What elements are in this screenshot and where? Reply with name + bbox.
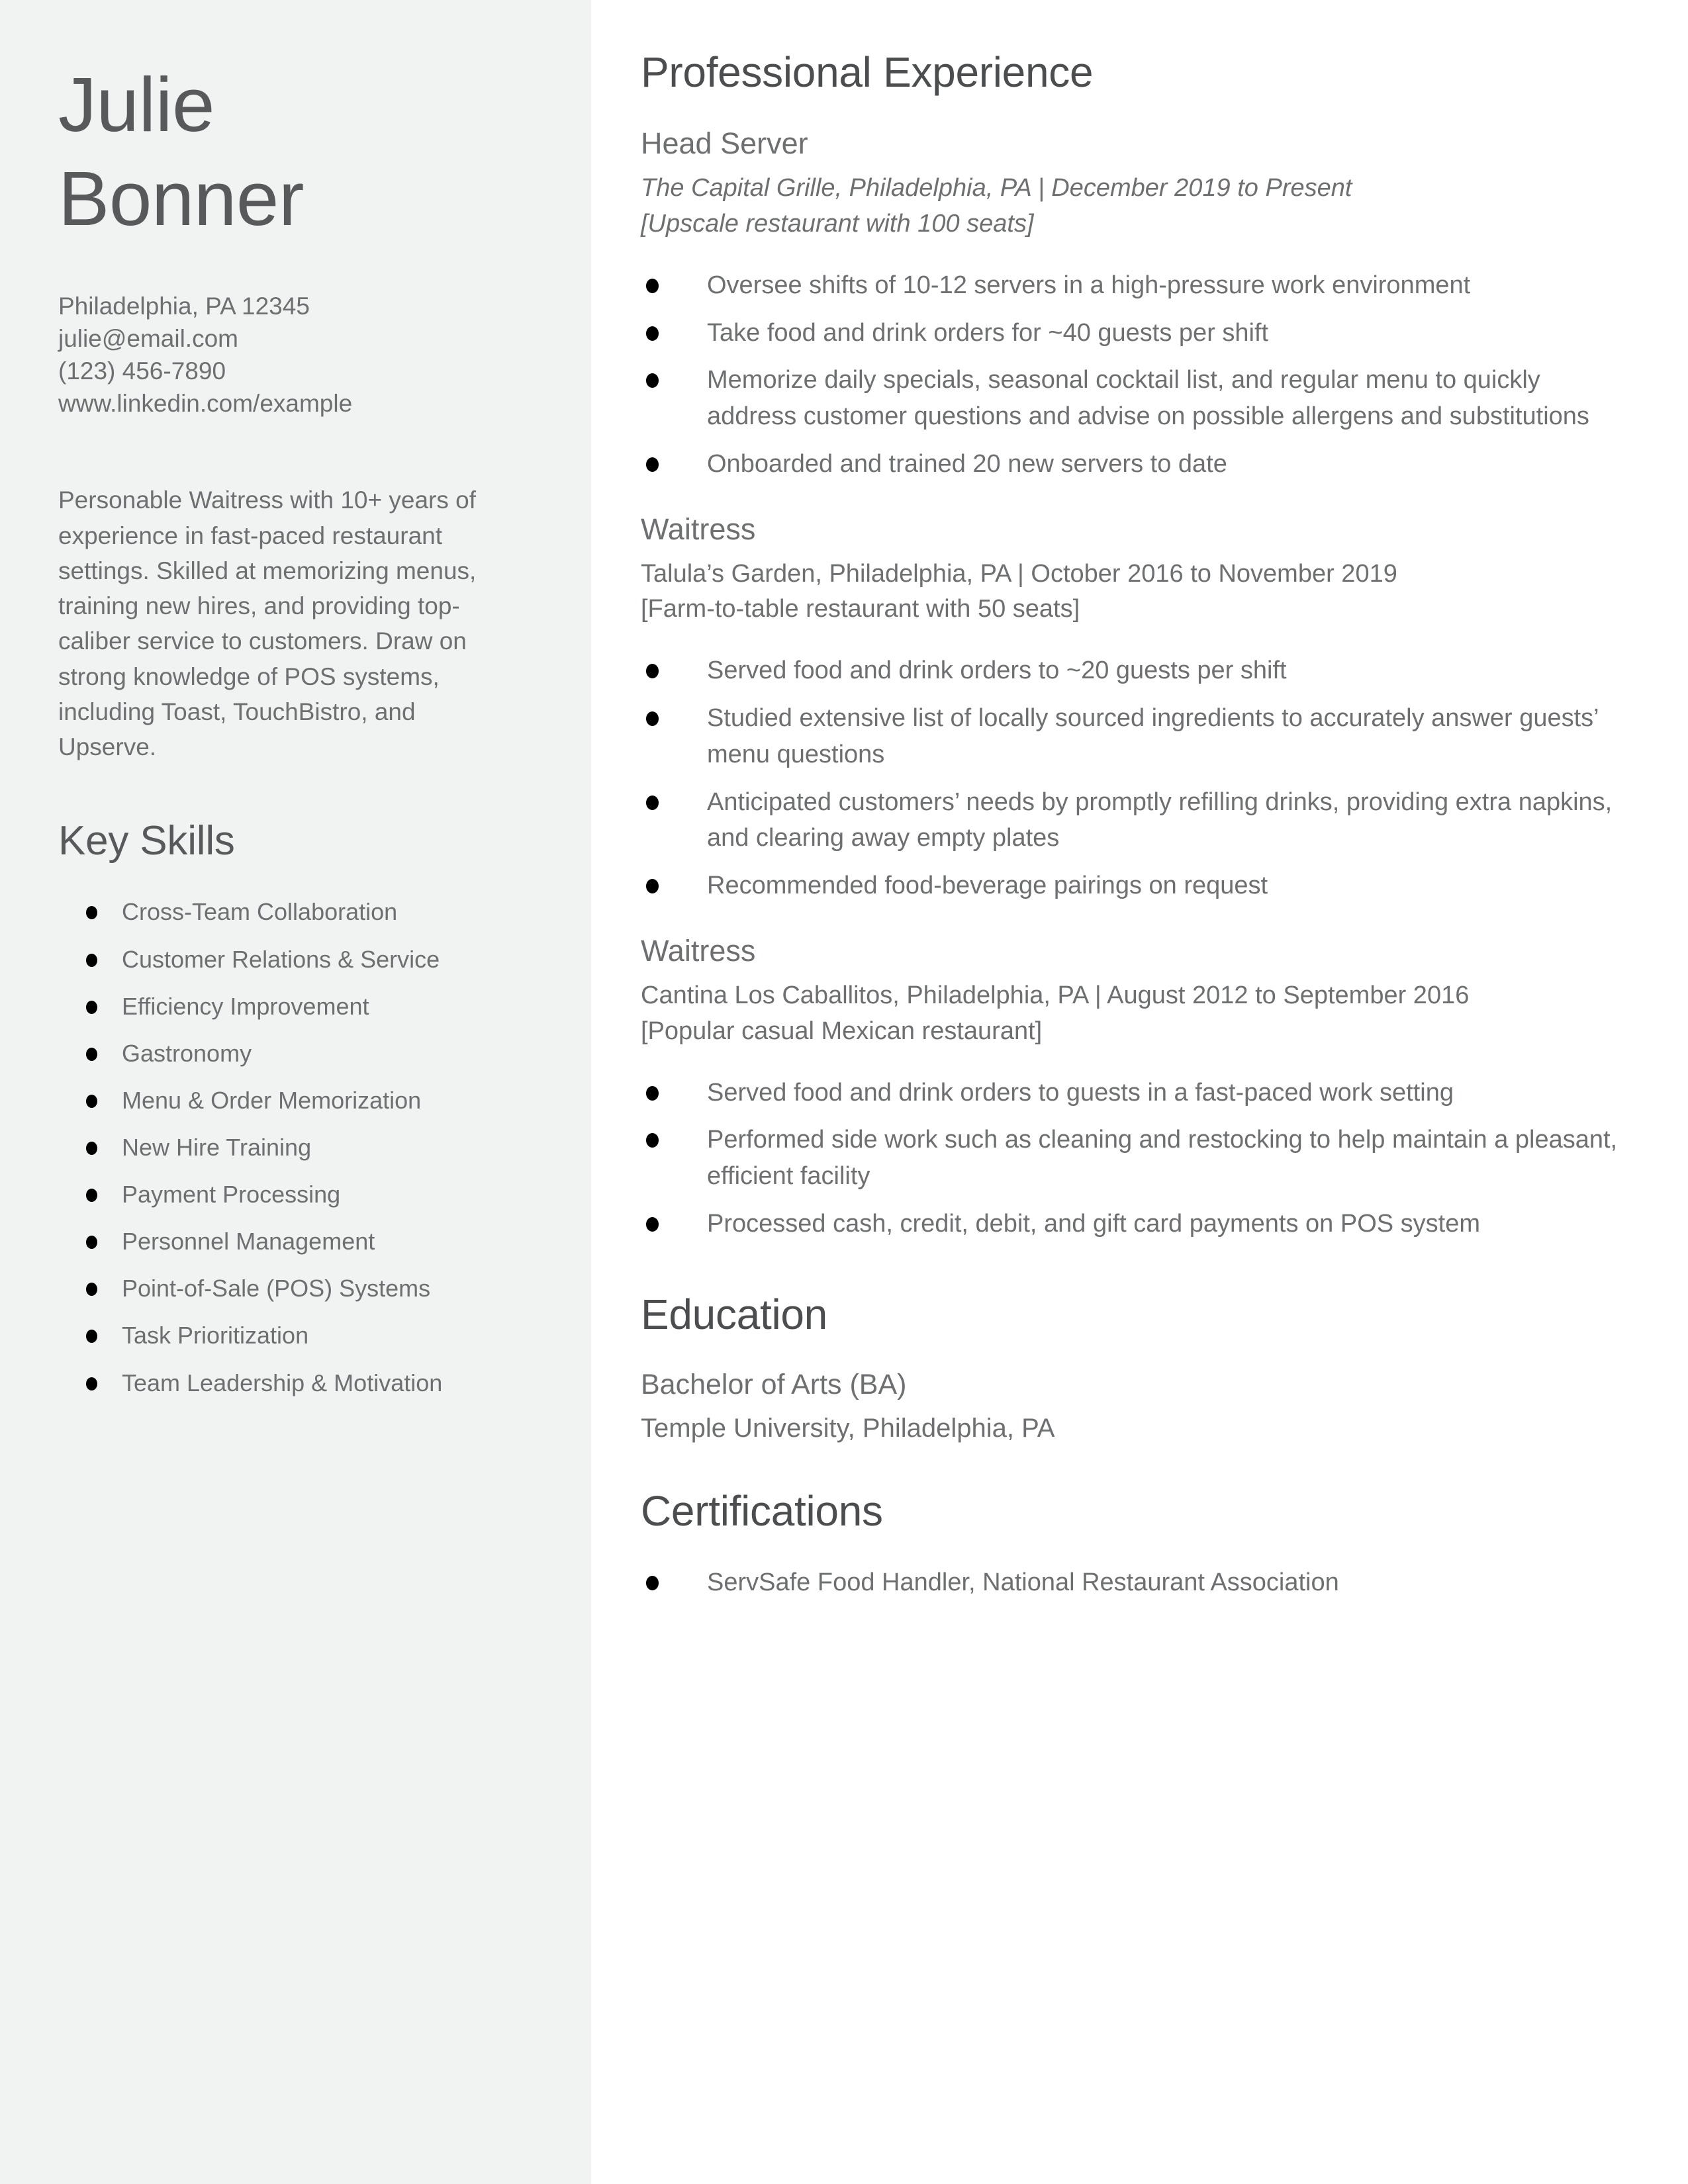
job-context: [Upscale restaurant with 100 seats] [641,209,1034,238]
list-item: Personnel Management [58,1224,518,1258]
list-item: Gastronomy [58,1036,518,1070]
candidate-first-name: Julie [58,62,215,148]
job-title: Waitress [641,512,756,546]
list-item: Studied extensive list of locally sourced ingredients to accurately answer guests’ menu questions [641,700,1618,772]
list-item: Served food and drink orders to ~20 guests per shift [641,653,1618,689]
list-item: Anticipated customers’ needs by promptly refilling drinks, providing extra napkins, and clearing away empty plates [641,784,1618,856]
experience-entry [641,512,1618,904]
list-item: Cross-Team Collaboration [58,895,518,929]
professional-summary [58,482,518,764]
contact-info [58,291,518,420]
list-item: New Hire Training [58,1130,518,1164]
list-item: Customer Relations & Service [58,942,518,976]
contact-address: Philadelphia, PA 12345 [58,293,310,320]
job-title: Head Server [641,126,808,160]
list-item: Processed cash, credit, debit, and gift card payments on POS system [641,1206,1618,1242]
job-responsibilities [641,267,1618,482]
certifications-list [641,1565,1618,1601]
job-company-dates: The Capital Grille, Philadelphia, PA | December 2019 to Present [641,174,1352,202]
summary-text: Personable Waitress with 10+ years of experience in fast-paced restaurant settings. Skilled at memorizing menus, training new hires, and providing top-caliber service to customers. Draw on strong knowledge of POS systems, including Toast, TouchBistro, and Upserve. [58,486,477,761]
list-item: Menu & Order Memorization [58,1083,518,1117]
candidate-name [58,58,518,246]
list-item: Oversee shifts of 10-12 servers in a high-pressure work environment [641,267,1618,304]
list-item: Payment Processing [58,1177,518,1211]
list-item: Team Leadership & Motivation [58,1366,518,1400]
job-title: Waitress [641,933,756,968]
list-item: Efficiency Improvement [58,989,518,1023]
sidebar [0,0,591,2184]
contact-linkedin[interactable]: www.linkedin.com/example [58,389,353,417]
list-item: Point-of-Sale (POS) Systems [58,1271,518,1305]
job-context: [Farm-to-table restaurant with 50 seats] [641,595,1080,623]
key-skills-heading: Key Skills [58,818,235,864]
job-responsibilities [641,653,1618,903]
education-degree: Bachelor of Arts (BA) [641,1368,907,1400]
education-entry [641,1368,1618,1445]
education-heading: Education [641,1290,827,1338]
professional-experience-heading: Professional Experience [641,48,1094,96]
job-company-dates: Talula’s Garden, Philadelphia, PA | October 2016 to November 2019 [641,559,1397,588]
list-item: Memorize daily specials, seasonal cocktail list, and regular menu to quickly address customer questions and advise on possible allergens and substitutions [641,362,1618,434]
education-school: Temple University, Philadelphia, PA [641,1414,1055,1443]
list-item: Recommended food-beverage pairings on request [641,868,1618,904]
list-item: Onboarded and trained 20 new servers to date [641,446,1618,482]
candidate-last-name: Bonner [58,155,305,242]
main-content [591,0,1688,2184]
experience-entry [641,126,1618,482]
list-item: ServSafe Food Handler, National Restaurant Association [641,1565,1618,1601]
list-item: Take food and drink orders for ~40 guests per shift [641,315,1618,351]
list-item: Task Prioritization [58,1318,518,1352]
certifications-heading: Certifications [641,1487,883,1535]
job-context: [Popular casual Mexican restaurant] [641,1017,1043,1045]
list-item: Performed side work such as cleaning and restocking to help maintain a pleasant, efficient facility [641,1122,1618,1194]
job-company-dates: Cantina Los Caballitos, Philadelphia, PA | August 2012 to September 2016 [641,981,1470,1009]
job-responsibilities [641,1075,1618,1242]
list-item: Served food and drink orders to guests in a fast-paced work setting [641,1075,1618,1111]
contact-email[interactable]: julie@email.com [58,324,238,352]
contact-phone[interactable]: (123) 456-7890 [58,357,226,385]
experience-entry [641,933,1618,1242]
key-skills-list [58,895,518,1399]
